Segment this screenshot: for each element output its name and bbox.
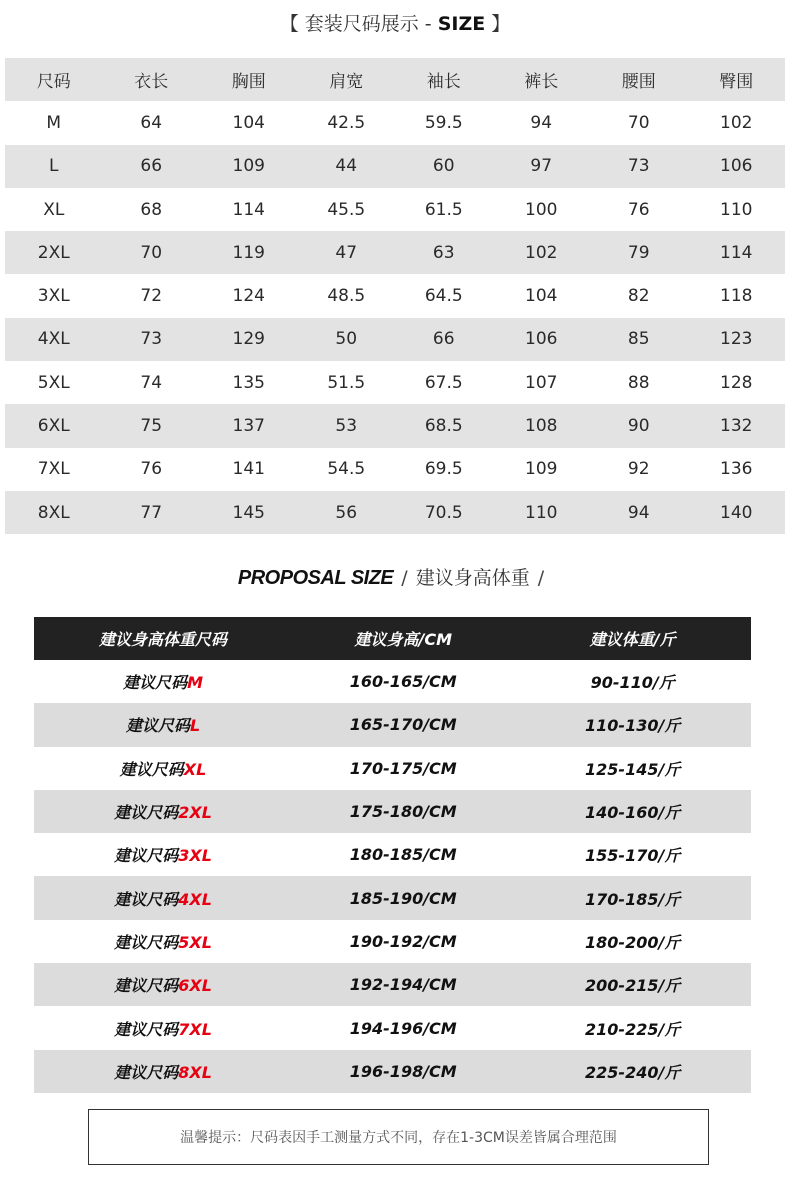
size-value-cell: 70 <box>627 112 650 133</box>
size-value-cell: 132 <box>688 404 786 447</box>
size-table-header-row <box>5 58 785 101</box>
proposal-size-prefix: 建议尺码 <box>119 759 184 779</box>
size-value-cell: 69.5 <box>424 459 463 480</box>
proposal-size-prefix: 建议尺码 <box>114 803 179 823</box>
size-value-cell: 72 <box>140 286 163 307</box>
size-value-cell: 135 <box>232 372 265 393</box>
proposal-size-code: 3XL <box>178 846 212 866</box>
size-value-cell: 123 <box>688 318 786 361</box>
proposal-height-cell: 165-170/CM <box>292 703 514 746</box>
size-header-cell: 衣长 <box>103 58 201 101</box>
proposal-height-cell: 194-196/CM <box>349 1018 457 1038</box>
proposal-height-cell: 190-192/CM <box>349 931 457 951</box>
size-value-cell: 77 <box>103 491 201 534</box>
size-value-cell: 79 <box>590 231 688 274</box>
size-value-cell: 118 <box>720 286 753 307</box>
proposal-size-cell <box>34 660 292 703</box>
size-value-cell: 67.5 <box>424 372 463 393</box>
size-table-row <box>5 318 785 361</box>
size-value-cell: 68 <box>140 199 163 220</box>
size-value-cell: 109 <box>200 145 298 188</box>
proposal-weight-cell: 170-185/斤 <box>514 876 751 919</box>
proposal-weight-cell: 110-130/斤 <box>514 703 751 746</box>
proposal-table-row <box>34 833 751 876</box>
proposal-size-cell <box>34 703 292 746</box>
size-value-cell: 100 <box>525 199 558 220</box>
size-value-cell: 48.5 <box>327 286 366 307</box>
proposal-title-cn: 建议身高体重 <box>415 567 530 589</box>
proposal-size-prefix: 建议尺码 <box>114 932 179 952</box>
size-header-cell: 腰围 <box>590 58 688 101</box>
size-table-row <box>5 404 785 447</box>
size-value-cell: 104 <box>232 112 265 133</box>
size-table-row <box>5 231 785 274</box>
proposal-table-row <box>34 660 751 703</box>
proposal-table-row <box>34 920 751 963</box>
size-value-cell: 104 <box>525 286 558 307</box>
proposal-weight-cell: 125-145/斤 <box>585 759 681 779</box>
proposal-table-row <box>34 963 751 1006</box>
proposal-size-cell <box>34 1050 292 1093</box>
size-value-cell: 106 <box>688 145 786 188</box>
size-value-cell: 94 <box>530 112 553 133</box>
size-value-cell: 108 <box>493 404 591 447</box>
size-table-row <box>5 361 785 404</box>
proposal-size-code: 4XL <box>178 889 212 909</box>
size-value-cell: 51.5 <box>327 372 366 393</box>
proposal-title-en: PROPOSAL SIZE <box>237 567 394 589</box>
proposal-height-cell: 192-194/CM <box>292 963 514 1006</box>
size-value-cell: 85 <box>590 318 688 361</box>
proposal-size-prefix: 建议尺码 <box>125 716 190 736</box>
proposal-size-cell <box>34 1006 292 1049</box>
size-value-cell: 64.5 <box>424 286 463 307</box>
size-header-cell: 胸围 <box>200 58 298 101</box>
size-value-cell: 102 <box>720 112 753 133</box>
size-label-cell: 4XL <box>5 318 103 361</box>
proposal-size-code: 5XL <box>178 932 212 952</box>
size-value-cell: 53 <box>298 404 396 447</box>
proposal-weight-cell: 140-160/斤 <box>514 790 751 833</box>
proposal-size-code: L <box>189 716 201 736</box>
proposal-table-row <box>34 1050 751 1093</box>
size-label-cell: 6XL <box>5 404 103 447</box>
proposal-size-prefix: 建议尺码 <box>114 1019 179 1039</box>
size-value-cell: 114 <box>688 231 786 274</box>
size-header-cell: 臀围 <box>688 58 786 101</box>
size-label-cell: XL <box>43 199 65 220</box>
size-value-cell: 90 <box>590 404 688 447</box>
proposal-height-cell: 196-198/CM <box>292 1050 514 1093</box>
size-title-prefix: 【 套装尺码展示 - <box>279 13 438 35</box>
size-header-cell: 裤长 <box>493 58 591 101</box>
size-value-cell: 76 <box>140 459 163 480</box>
size-label-cell: 2XL <box>5 231 103 274</box>
proposal-weight-cell: 200-215/斤 <box>514 963 751 1006</box>
proposal-height-cell: 160-165/CM <box>349 672 457 692</box>
proposal-weight-cell: 180-200/斤 <box>585 932 681 952</box>
size-value-cell: 70.5 <box>395 491 493 534</box>
proposal-size-code: 6XL <box>178 976 212 996</box>
proposal-weight-cell: 155-170/斤 <box>585 846 681 866</box>
proposal-table-row <box>34 1006 751 1049</box>
size-value-cell: 59.5 <box>424 112 463 133</box>
proposal-size-cell <box>34 963 292 1006</box>
proposal-size-prefix: 建议尺码 <box>114 1062 179 1082</box>
proposal-weight-cell: 210-225/斤 <box>585 1019 681 1039</box>
size-value-cell: 47 <box>298 231 396 274</box>
size-value-cell: 114 <box>232 199 265 220</box>
size-value-cell: 136 <box>720 459 753 480</box>
size-value-cell: 97 <box>493 145 591 188</box>
proposal-title-slash: / <box>537 567 545 589</box>
size-value-cell: 68.5 <box>395 404 493 447</box>
proposal-size-code: 7XL <box>178 1019 212 1039</box>
proposal-header-cell: 建议身高体重尺码 <box>34 617 292 660</box>
proposal-table-row <box>34 747 751 790</box>
proposal-size-cell <box>34 920 292 963</box>
proposal-table-row <box>34 703 751 746</box>
size-value-cell: 110 <box>720 199 753 220</box>
size-value-cell: 88 <box>627 372 650 393</box>
size-value-cell: 56 <box>298 491 396 534</box>
size-value-cell: 110 <box>493 491 591 534</box>
size-value-cell: 73 <box>103 318 201 361</box>
proposal-size-cell <box>34 833 292 876</box>
proposal-size-prefix: 建议尺码 <box>123 673 188 693</box>
size-value-cell: 107 <box>525 372 558 393</box>
measurement-note: 温馨提示：尺码表因手工测量方式不同，存在1-3CM误差皆属合理范围 <box>88 1109 709 1165</box>
proposal-title-slash: / <box>401 567 408 589</box>
size-header-cell: 袖长 <box>395 58 493 101</box>
size-value-cell: 140 <box>688 491 786 534</box>
proposal-header-cell: 建议身高/CM <box>292 617 514 660</box>
proposal-size-prefix: 建议尺码 <box>114 889 179 909</box>
size-value-cell: 66 <box>103 145 201 188</box>
size-value-cell: 82 <box>627 286 650 307</box>
proposal-section-title <box>0 562 790 594</box>
size-value-cell: 92 <box>627 459 650 480</box>
proposal-header-cell: 建议体重/斤 <box>514 617 751 660</box>
size-value-cell: 54.5 <box>327 459 366 480</box>
size-value-cell: 109 <box>525 459 558 480</box>
size-label-cell: 8XL <box>5 491 103 534</box>
size-label-cell: 7XL <box>37 459 70 480</box>
size-value-cell: 74 <box>140 372 163 393</box>
size-value-cell: 60 <box>395 145 493 188</box>
size-label-cell: L <box>5 145 103 188</box>
size-table-row <box>5 491 785 534</box>
size-value-cell: 141 <box>232 459 265 480</box>
size-value-cell: 66 <box>395 318 493 361</box>
size-table-row <box>5 188 785 231</box>
proposal-size-cell <box>34 747 292 790</box>
proposal-size-code: 8XL <box>178 1062 212 1082</box>
proposal-height-cell: 175-180/CM <box>292 790 514 833</box>
size-value-cell: 50 <box>298 318 396 361</box>
proposal-weight-cell: 90-110/斤 <box>590 673 675 693</box>
size-value-cell: 137 <box>200 404 298 447</box>
proposal-size-code: M <box>187 673 204 693</box>
size-value-cell: 76 <box>627 199 650 220</box>
size-value-cell: 128 <box>720 372 753 393</box>
size-table-row <box>5 448 785 491</box>
proposal-height-cell: 185-190/CM <box>292 876 514 919</box>
size-value-cell: 64 <box>140 112 163 133</box>
size-value-cell: 129 <box>200 318 298 361</box>
size-table <box>5 58 785 534</box>
proposal-table-header-row <box>34 617 751 660</box>
size-value-cell: 106 <box>493 318 591 361</box>
proposal-size-code: XL <box>183 759 207 779</box>
size-header-cell: 肩宽 <box>298 58 396 101</box>
size-value-cell: 70 <box>103 231 201 274</box>
size-value-cell: 44 <box>298 145 396 188</box>
proposal-size-cell <box>34 876 292 919</box>
size-value-cell: 124 <box>232 286 265 307</box>
proposal-table-row <box>34 790 751 833</box>
size-value-cell: 94 <box>590 491 688 534</box>
proposal-height-cell: 180-185/CM <box>349 845 457 865</box>
proposal-table-row <box>34 876 751 919</box>
size-title-bold: SIZE <box>437 13 486 35</box>
size-table-row <box>5 274 785 317</box>
size-label-cell: 5XL <box>37 372 70 393</box>
size-table-row <box>5 101 785 144</box>
size-value-cell: 73 <box>590 145 688 188</box>
size-label-cell: 3XL <box>37 286 70 307</box>
size-table-row <box>5 145 785 188</box>
size-value-cell: 63 <box>395 231 493 274</box>
size-title-suffix: 】 <box>485 13 511 35</box>
size-value-cell: 61.5 <box>424 199 463 220</box>
proposal-table <box>34 617 751 1093</box>
proposal-height-cell: 170-175/CM <box>349 758 457 778</box>
size-value-cell: 102 <box>493 231 591 274</box>
size-value-cell: 42.5 <box>327 112 366 133</box>
size-value-cell: 75 <box>103 404 201 447</box>
size-header-cell: 尺码 <box>5 58 103 101</box>
size-section-title <box>0 8 790 40</box>
size-label-cell: M <box>46 112 62 133</box>
size-value-cell: 119 <box>200 231 298 274</box>
proposal-size-cell <box>34 790 292 833</box>
proposal-size-code: 2XL <box>178 803 212 823</box>
size-value-cell: 145 <box>200 491 298 534</box>
proposal-size-prefix: 建议尺码 <box>114 976 179 996</box>
proposal-size-prefix: 建议尺码 <box>114 846 179 866</box>
size-value-cell: 45.5 <box>327 199 366 220</box>
proposal-weight-cell: 225-240/斤 <box>514 1050 751 1093</box>
